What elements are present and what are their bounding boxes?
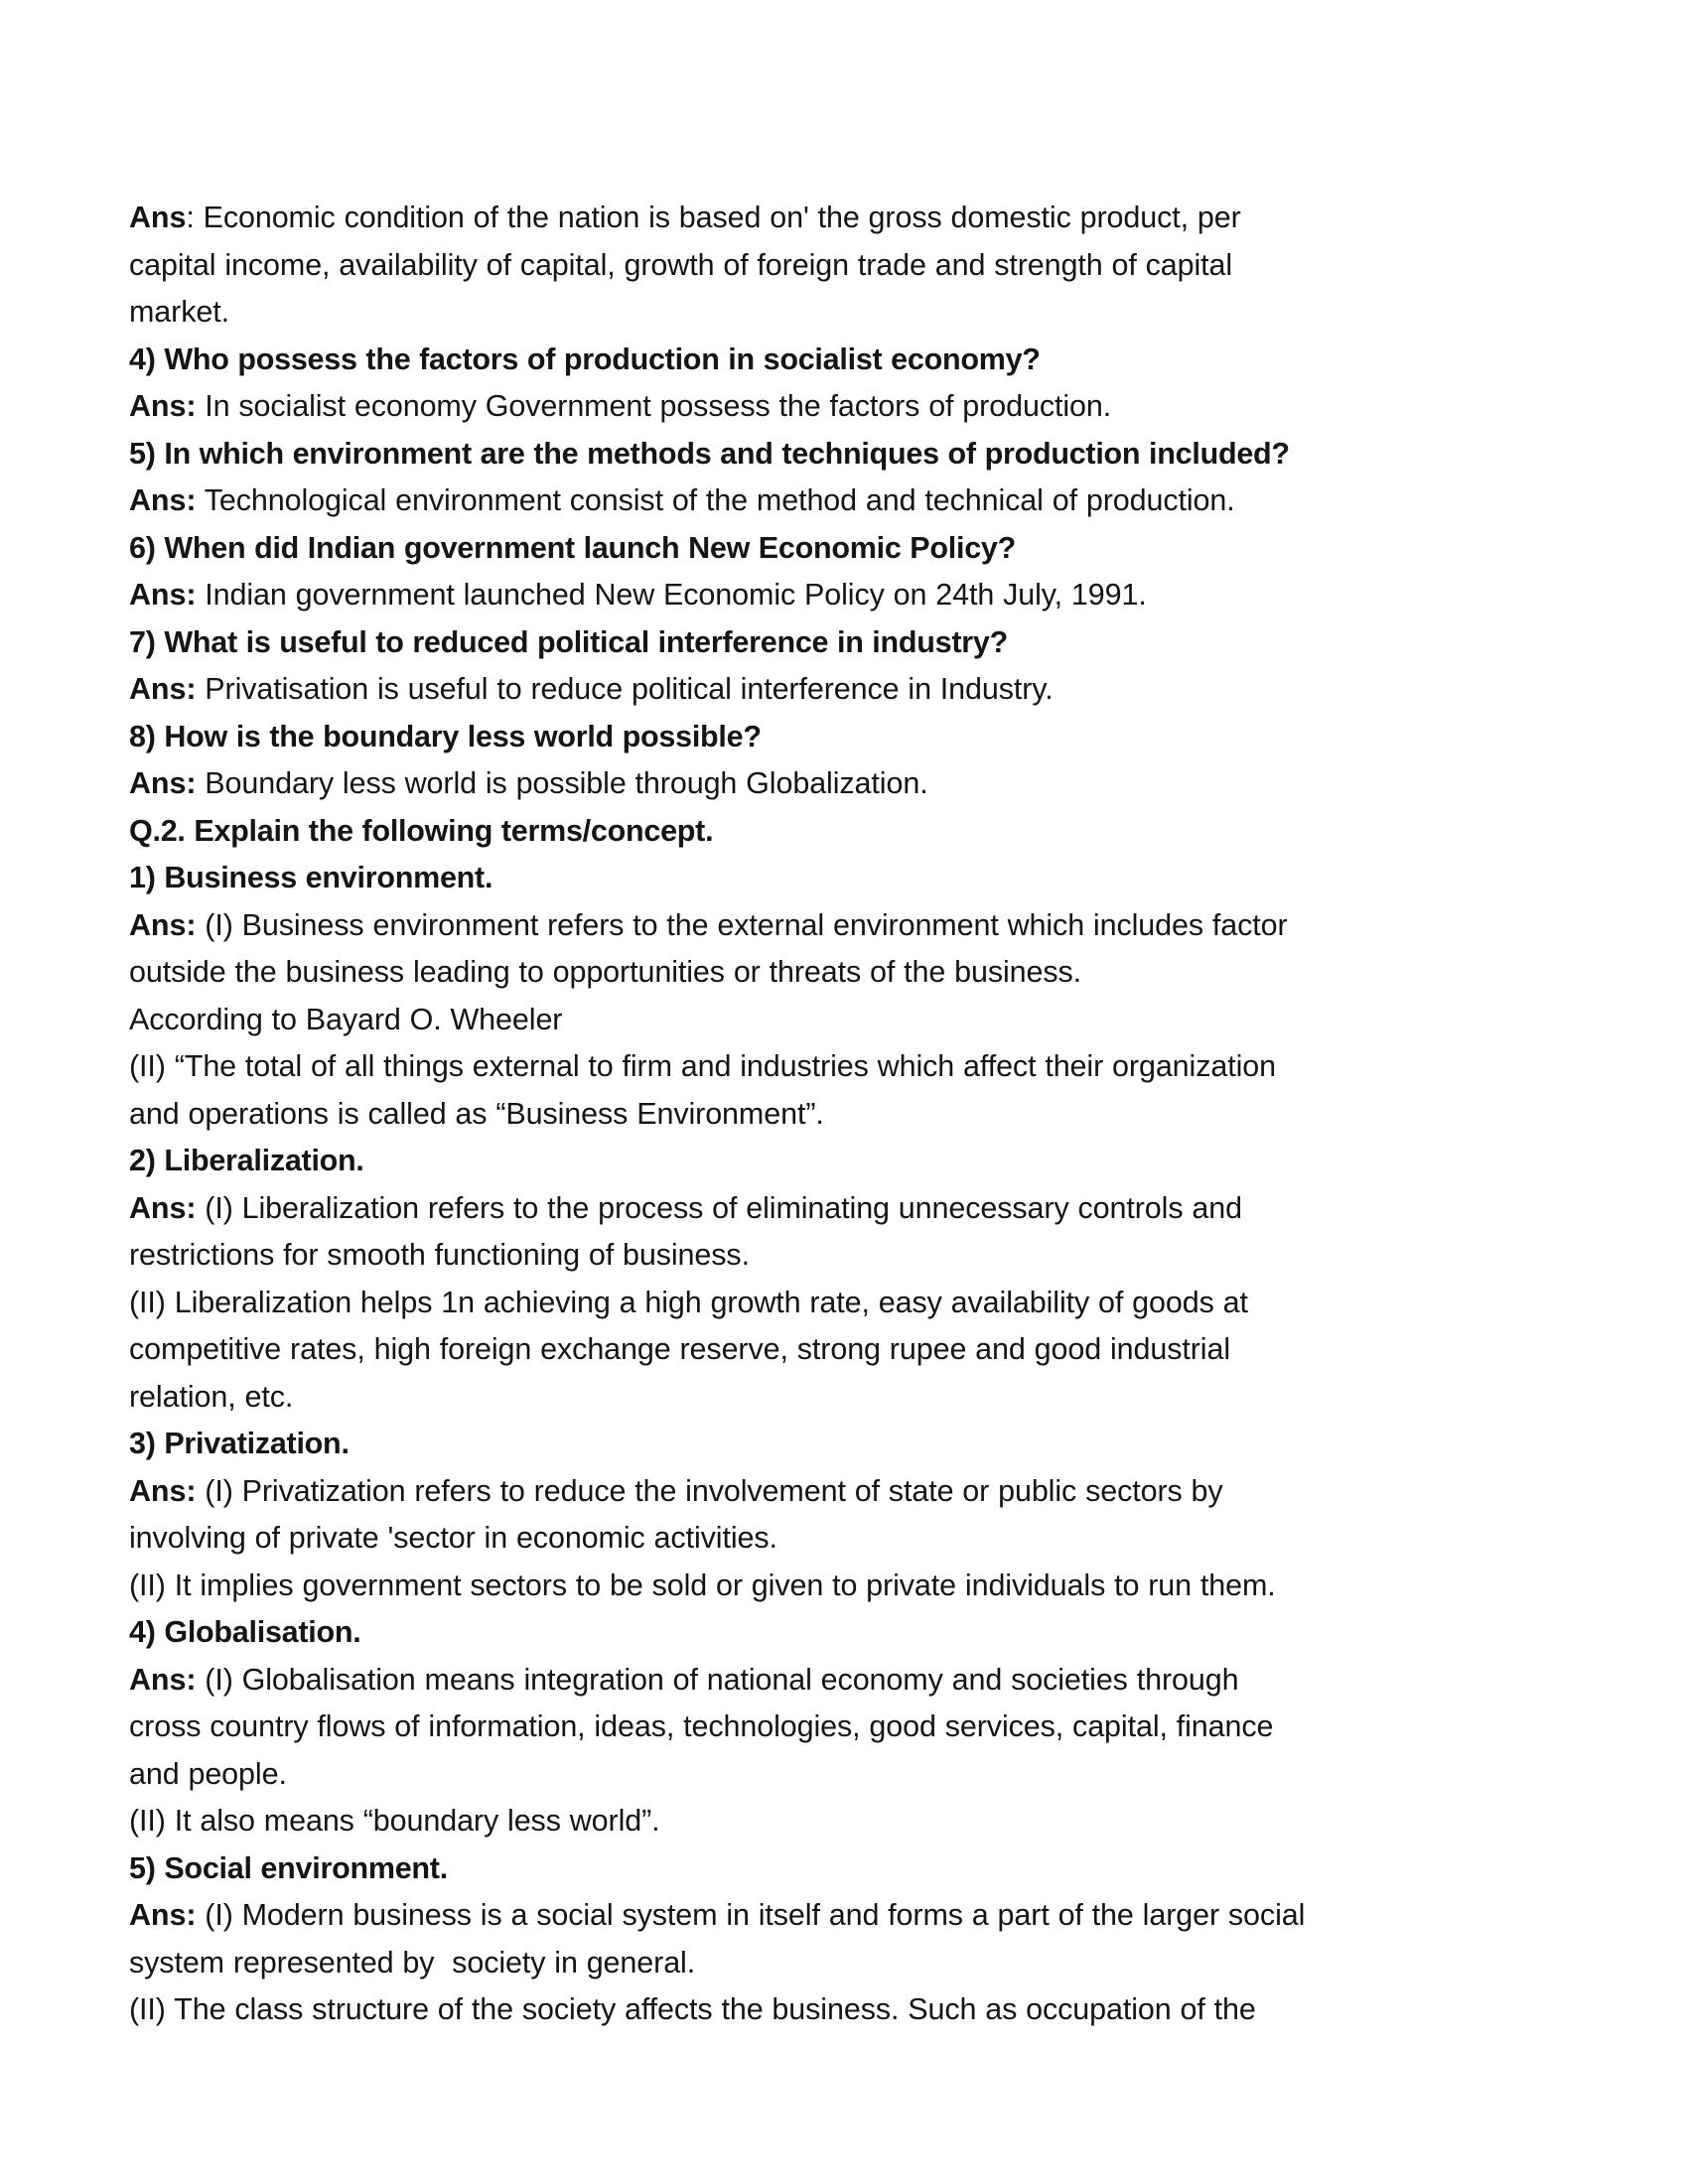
qa-block-q7 bbox=[129, 619, 1539, 714]
answer-line: (II) “The total of all things external to firm and industries which affect their organization bbox=[129, 1049, 1277, 1083]
answer-text: Economic condition of the nation is based on' the gross domestic product, per bbox=[203, 201, 1241, 234]
answer-line: cross country flows of information, ideas, technologies, good services, capital, finance bbox=[129, 1709, 1274, 1743]
answer-line bbox=[129, 1892, 1539, 1940]
answer-line: restrictions for smooth functioning of business. bbox=[129, 1238, 750, 1272]
term-block-4 bbox=[129, 1609, 1539, 1845]
term-title: 5) Social environment. bbox=[129, 1850, 448, 1885]
answer-lead: Ans: bbox=[129, 1898, 197, 1932]
answer-lead: Ans: bbox=[129, 1473, 197, 1508]
answer-lead: Ans: bbox=[129, 907, 197, 942]
answer-line: (II) The class structure of the society affects the business. Such as occupation of the bbox=[129, 1992, 1256, 2026]
answer-lead: Ans bbox=[129, 201, 187, 234]
question-heading: 8) How is the boundary less world possible? bbox=[129, 719, 762, 753]
answer-text: (I) Globalisation means integration of national economy and societies through bbox=[196, 1662, 1239, 1697]
term-title: 2) Liberalization. bbox=[129, 1144, 364, 1177]
answer-line: (II) It also means “boundary less world”. bbox=[129, 1804, 660, 1838]
qa-block-q5 bbox=[129, 431, 1539, 525]
question-heading: 4) Who possess the factors of production in socialist economy? bbox=[129, 341, 1041, 376]
answer-text: Privatisation is useful to reduce political interference in Industry. bbox=[196, 672, 1054, 706]
question-heading: 7) What is useful to reduced political interference in industry? bbox=[129, 624, 1009, 659]
answer-line bbox=[129, 572, 1539, 619]
section-heading-q2: Q.2. Explain the following terms/concept. bbox=[129, 813, 714, 848]
answer-line bbox=[129, 902, 1539, 950]
answer-text: (I) Liberalization refers to the process of eliminating unnecessary controls and bbox=[196, 1190, 1242, 1225]
term-title: 4) Globalisation. bbox=[129, 1615, 361, 1649]
answer-line: capital income, availability of capital, growth of foreign trade and strength of capital bbox=[129, 247, 1233, 282]
answer-text: (I) Modern business is a social system in itself and forms a part of the larger social bbox=[196, 1898, 1306, 1932]
answer-block-q3 bbox=[129, 195, 1539, 337]
answer-line: involving of private 'sector in economic activities. bbox=[129, 1521, 777, 1555]
answer-lead: Ans: bbox=[129, 766, 197, 800]
answer-text: In socialist economy Government possess the factors of production. bbox=[196, 389, 1112, 423]
answer-line: market. bbox=[129, 295, 229, 329]
answer-line bbox=[129, 1468, 1539, 1516]
answer-line bbox=[129, 1185, 1539, 1233]
answer-text: (I) Privatization refers to reduce the involvement of state or public sectors by bbox=[196, 1473, 1223, 1508]
qa-block-q6 bbox=[129, 525, 1539, 619]
answer-lead: Ans: bbox=[129, 1190, 197, 1225]
answer-line bbox=[129, 666, 1539, 714]
term-block-2 bbox=[129, 1138, 1539, 1421]
answer-text: Boundary less world is possible through Globalization. bbox=[196, 766, 928, 800]
answer-separator: : bbox=[186, 201, 204, 234]
answer-line bbox=[129, 1657, 1539, 1705]
answer-line: outside the business leading to opportunities or threats of the business. bbox=[129, 955, 1082, 989]
term-block-1 bbox=[129, 855, 1539, 1138]
answer-text: Technological environment consist of the method and technical of production. bbox=[196, 483, 1235, 517]
answer-line: (II) Liberalization helps 1n achieving a high growth rate, easy availability of goods at bbox=[129, 1285, 1248, 1319]
answer-line bbox=[129, 760, 1539, 808]
answer-line: system represented by society in general. bbox=[129, 1945, 696, 1979]
term-block-3 bbox=[129, 1421, 1539, 1609]
answer-line: competitive rates, high foreign exchange reserve, strong rupee and good industrial bbox=[129, 1332, 1231, 1366]
answer-lead: Ans: bbox=[129, 1662, 197, 1697]
answer-line bbox=[129, 195, 1539, 242]
answer-lead: Ans: bbox=[129, 672, 197, 706]
answer-line: relation, etc. bbox=[129, 1379, 294, 1414]
qa-block-q4 bbox=[129, 337, 1539, 431]
term-title: 1) Business environment. bbox=[129, 861, 493, 894]
term-block-5 bbox=[129, 1845, 1539, 2034]
answer-text: Indian government launched New Economic Policy on 24th July, 1991. bbox=[196, 578, 1147, 612]
answer-lead: Ans: bbox=[129, 578, 197, 612]
question-heading: 6) When did Indian government launch New Economic Policy? bbox=[129, 530, 1016, 565]
answer-lead: Ans: bbox=[129, 389, 197, 423]
question-heading: 5) In which environment are the methods and techniques of production included? bbox=[129, 436, 1290, 471]
answer-lead: Ans: bbox=[129, 483, 197, 517]
answer-line bbox=[129, 478, 1539, 525]
qa-block-q8 bbox=[129, 714, 1539, 808]
answer-line: and operations is called as “Business Environment”. bbox=[129, 1096, 824, 1131]
answer-text: (I) Business environment refers to the external environment which includes factor bbox=[196, 907, 1288, 942]
answer-line: According to Bayard O. Wheeler bbox=[129, 1002, 563, 1036]
document-body bbox=[129, 195, 1539, 2034]
term-title: 3) Privatization. bbox=[129, 1427, 350, 1460]
answer-line: and people. bbox=[129, 1756, 287, 1791]
answer-line: (II) It implies government sectors to be sold or given to private individuals to run them. bbox=[129, 1568, 1276, 1602]
answer-line bbox=[129, 383, 1539, 431]
